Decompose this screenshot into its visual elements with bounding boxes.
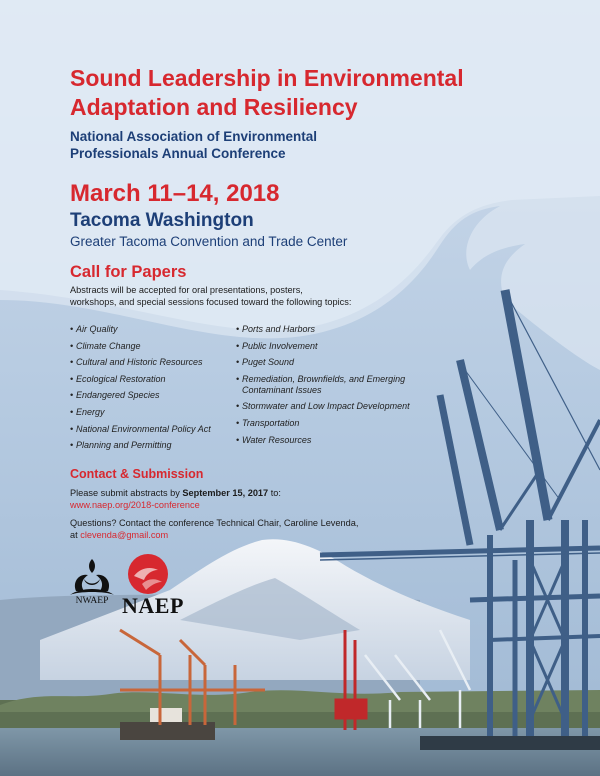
event-city: Tacoma Washington <box>70 210 254 231</box>
topic-item <box>236 324 436 335</box>
bullet-icon: • <box>236 434 240 445</box>
topic-item <box>70 341 240 352</box>
topic-label: Transportation <box>242 417 300 428</box>
bullet-icon: • <box>70 340 74 351</box>
submit-suffix: to: <box>268 488 281 498</box>
event-dates: March 11–14, 2018 <box>70 180 280 207</box>
topics-list-left <box>70 324 240 457</box>
topic-label: Planning and Permitting <box>76 440 172 451</box>
bullet-icon: • <box>70 373 74 384</box>
bullet-icon: • <box>70 357 74 368</box>
submit-prefix: Please submit abstracts by <box>70 488 183 498</box>
intro-line-2: workshops, and special sessions focused toward the following topics: <box>70 296 352 307</box>
bullet-icon: • <box>236 417 240 428</box>
title-line-1: Sound Leadership in Environmental <box>70 65 464 91</box>
questions-text <box>70 518 360 541</box>
subtitle <box>70 128 490 162</box>
bullet-icon: • <box>70 406 74 417</box>
topic-item <box>70 424 240 435</box>
water <box>0 728 600 776</box>
email-link[interactable]: clevenda@gmail.com <box>80 529 169 540</box>
bullet-icon: • <box>236 401 240 412</box>
event-venue: Greater Tacoma Convention and Trade Center <box>70 234 348 249</box>
topic-item <box>236 374 436 396</box>
naep-logo-text: NAEP <box>122 593 184 618</box>
topic-label: Public Involvement <box>242 340 318 351</box>
subtitle-line-2: Professionals Annual Conference <box>70 146 286 161</box>
bullet-icon: • <box>236 357 240 368</box>
bullet-icon: • <box>70 324 74 334</box>
call-for-papers-intro <box>70 285 400 308</box>
topic-label: National Environmental Policy Act <box>76 423 211 434</box>
nwaep-logo-text: NWAEP <box>75 596 109 606</box>
topic-label: Endangered Species <box>76 390 160 401</box>
topic-label: Puget Sound <box>242 357 295 368</box>
topic-item <box>236 401 436 412</box>
topic-label: Remediation, Brownfields, and Emerging Contaminant Issues <box>242 373 406 395</box>
contact-heading: Contact & Submission <box>70 467 204 481</box>
topic-item <box>70 407 240 418</box>
submission-text <box>70 488 370 511</box>
topic-label: Cultural and Historic Resources <box>76 357 203 368</box>
conference-url-link[interactable]: www.naep.org/2018-conference <box>70 499 200 510</box>
subtitle-line-1: National Association of Environmental <box>70 129 318 144</box>
page-title <box>70 64 570 122</box>
topic-label: Energy <box>76 406 105 417</box>
bullet-icon: • <box>236 373 240 384</box>
topic-item <box>70 357 240 368</box>
ship-bridge <box>150 708 182 722</box>
topic-item <box>236 435 436 446</box>
topic-label: Air Quality <box>76 324 118 334</box>
topic-item <box>70 374 240 385</box>
topic-label: Stormwater and Low Impact Development <box>242 401 410 412</box>
intro-line-1: Abstracts will be accepted for oral presentations, posters, <box>70 285 303 295</box>
topics-list-right <box>236 324 436 451</box>
call-for-papers-heading: Call for Papers <box>70 263 187 281</box>
topic-item <box>236 357 436 368</box>
bullet-icon: • <box>70 423 74 434</box>
questions-prefix: Questions? Contact the conference Technical Chair, Caroline Levenda, at <box>70 518 359 540</box>
topic-label: Ecological Restoration <box>76 373 166 384</box>
topic-item <box>70 324 240 335</box>
dock <box>420 736 600 750</box>
topic-item <box>236 341 436 352</box>
bullet-icon: • <box>70 440 74 451</box>
topic-item <box>70 390 240 401</box>
title-line-2: Adaptation and Resiliency <box>70 94 358 120</box>
bullet-icon: • <box>70 390 74 401</box>
topic-label: Water Resources <box>242 434 312 445</box>
topic-item <box>236 418 436 429</box>
bullet-icon: • <box>236 340 240 351</box>
deadline: September 15, 2017 <box>182 488 269 498</box>
cargo-ship <box>120 722 215 740</box>
bullet-icon: • <box>236 324 240 334</box>
topic-item <box>70 440 240 451</box>
topic-label: Ports and Harbors <box>242 324 316 334</box>
topic-label: Climate Change <box>76 340 141 351</box>
